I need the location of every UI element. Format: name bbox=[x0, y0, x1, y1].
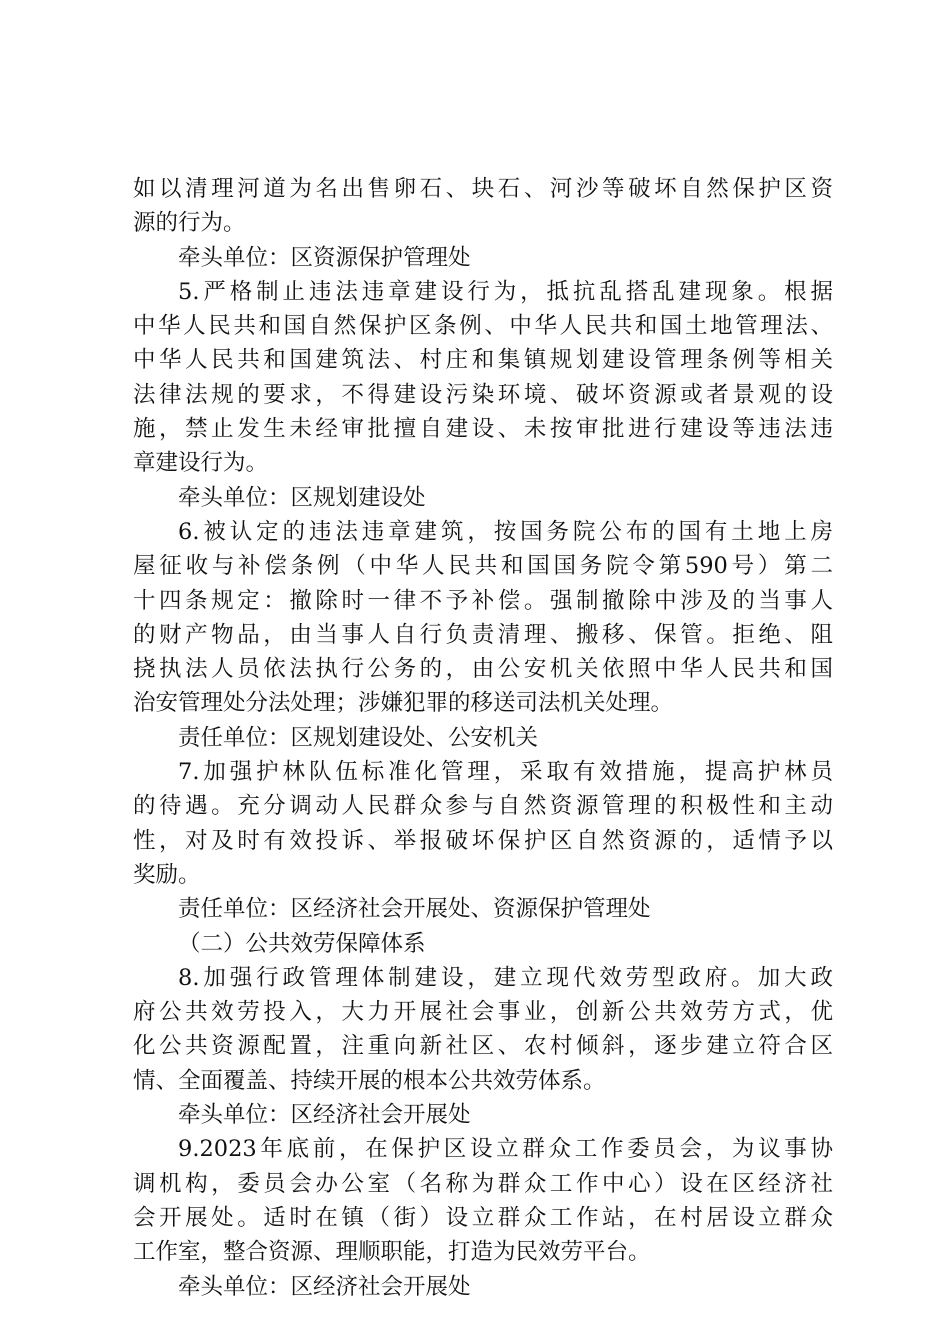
document-body bbox=[133, 172, 833, 1304]
section-heading: （二）公共效劳保障体系 bbox=[178, 930, 426, 957]
text-line: 法律法规的要求，不得建设污染环境、破坏资源或者景观的设 bbox=[133, 381, 833, 408]
text-line: 屋征收与补偿条例（中华人民共和国国务院令第590号）第二 bbox=[133, 553, 833, 580]
text-line: 治安管理处分法处理；涉嫌犯罪的移送司法机关处理。 bbox=[133, 690, 674, 717]
text-line: 十四条规定：撤除时一律不予补偿。强制撤除中涉及的当事人 bbox=[133, 587, 833, 614]
text-line: 源的行为。 bbox=[133, 210, 246, 237]
text-line: 府公共效劳投入，大力开展社会事业，创新公共效劳方式，优 bbox=[133, 999, 833, 1026]
text-line: 中华人民共和国自然保护区条例、中华人民共和国土地管理法、 bbox=[133, 313, 833, 340]
item-9-line: 9.2023年底前，在保护区设立群众工作委员会，为议事协 bbox=[178, 1136, 833, 1163]
responsible-unit-line: 责任单位：区经济社会开展处、资源保护管理处 bbox=[178, 896, 651, 923]
lead-unit-line: 牵头单位：区资源保护管理处 bbox=[178, 244, 471, 271]
text-line: 情、全面覆盖、持续开展的根本公共效劳体系。 bbox=[133, 1067, 606, 1094]
lead-unit-line: 牵头单位：区经济社会开展处 bbox=[178, 1102, 471, 1129]
text-line: 章建设行为。 bbox=[133, 450, 269, 477]
text-line: 的待遇。充分调动人民群众参与自然资源管理的积极性和主动 bbox=[133, 793, 833, 820]
text-line: 的财产物品，由当事人自行负责清理、搬移、保管。拒绝、阻 bbox=[133, 621, 833, 648]
text-line: 会开展处。适时在镇（街）设立群众工作站，在村居设立群众 bbox=[133, 1204, 833, 1231]
text-line: 化公共资源配置，注重向新社区、农村倾斜，逐步建立符合区 bbox=[133, 1033, 833, 1060]
responsible-unit-line: 责任单位：区规划建设处、公安机关 bbox=[178, 724, 539, 751]
lead-unit-line: 牵头单位：区经济社会开展处 bbox=[178, 1273, 471, 1300]
text-line: 调机构，委员会办公室（名称为群众工作中心）设在区经济社 bbox=[133, 1170, 833, 1197]
text-line: 如以清理河道为名出售卵石、块石、河沙等破坏自然保护区资 bbox=[133, 176, 833, 202]
text-line: 挠执法人员依法执行公务的，由公安机关依照中华人民共和国 bbox=[133, 656, 833, 683]
text-line: 性，对及时有效投诉、举报破坏保护区自然资源的，适情予以 bbox=[133, 827, 833, 854]
item-5-line: 5.严格制止违法违章建设行为，抵抗乱搭乱建现象。根据 bbox=[178, 278, 833, 305]
item-8-line: 8.加强行政管理体制建设，建立现代效劳型政府。加大政 bbox=[178, 964, 833, 991]
item-7-line: 7.加强护林队伍标准化管理，采取有效措施，提高护林员 bbox=[178, 759, 833, 786]
lead-unit-line: 牵头单位：区规划建设处 bbox=[178, 484, 426, 511]
item-6-line: 6.被认定的违法违章建筑，按国务院公布的国有土地上房 bbox=[178, 518, 833, 545]
text-line: 工作室，整合资源、理顺职能，打造为民效劳平台。 bbox=[133, 1239, 651, 1266]
text-line: 奖励。 bbox=[133, 861, 201, 888]
text-line: 中华人民共和国建筑法、村庄和集镇规划建设管理条例等相关 bbox=[133, 347, 833, 374]
text-line: 施，禁止发生未经审批擅自建设、未按审批进行建设等违法违 bbox=[133, 416, 833, 443]
